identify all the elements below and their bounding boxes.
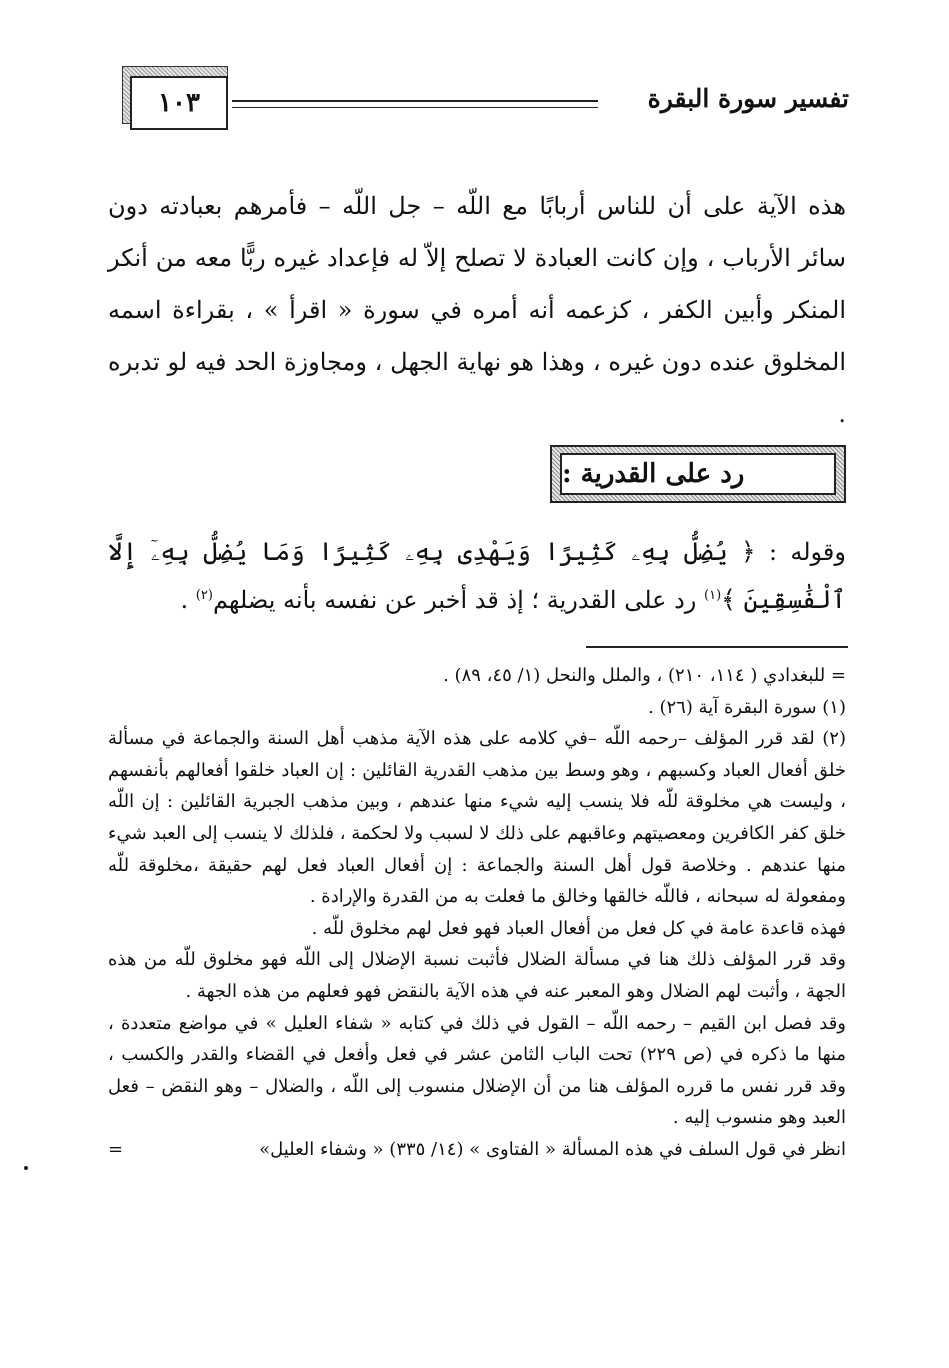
page-number: ١٠٣: [158, 88, 200, 118]
footnote-2-paragraph-4: وقد فصل ابن القيم – رحمه اللّه – القول في ذلك في كتابه « شفاء العليل » في مواضع متعددة ، منها ما ذكره في (ص ٢٢٩) تحت الباب الثامن عشر في فعل وأفعل في القضاء والقدر والكسب ، وقد قرر نفس ما قرره المؤلف هنا من أن الإضلال منسوب إلى اللّه ، والضلال – وهو النقض – فعل العبد وهو منسوب إليه .: [108, 1012, 846, 1129]
verse-open-bracket: ﴿: [741, 537, 756, 566]
verse-close-bracket: ﴾: [721, 585, 736, 614]
footnote-2-paragraph-3: وقد قرر المؤلف ذلك هنا في مسألة الضلال فأثبت نسبة الإضلال إلى اللّه فهو مخلوق للّه من هذه الجهة ، وأثبت لهم الضلال وهو المعبر عنه في هذه الآية بالنقض فهو فعلهم من هذه الجهة .: [108, 949, 846, 1002]
header-rule: [232, 100, 598, 108]
section-heading-frame: [550, 445, 846, 503]
footnote-2-paragraph-1: (٢) لقد قرر المؤلف –رحمه اللّه –في كلامه على هذه الآية مذهب أهل السنة والجماعة في مسألة خلق أفعال العباد وكسبهم ، وهو وسط بين مذهب القدرية القائلين : إن العباد خلقوا أفعالهم بأنفسهم ، وليست هي مخلوقة للّه فلا ينسب إليه شيء منها عندهم ، وبين مذهب الجبرية القائلين : إن اللّه خلق كفر الكافرين ومعصيتهم وعاقبهم على ذلك لا لسبب ولا لحكمة ، فلذلك لا ينسب إلى العبد شيء منها عندهم . وخلاصة قول أهل السنة والجماعة : إن أفعال العباد فعل لهم حقيقة ،مخلوقة للّه ومفعولة له سبحانه ، فاللّه خالقها وخالق ما فعلت به من القدرة والإرادة .: [108, 728, 846, 908]
footnote-continued: = للبغدادي ( ١١٤، ٢١٠) ، والملل والنحل (١/ ٤٥، ٨٩) .: [443, 665, 846, 686]
verse-intro: وقوله :: [768, 538, 846, 566]
quran-verse: يُضِلُّ بِهِۦ كَثِيرًا وَيَهْدِى بِهِۦ كَثِيرًا وَمَا يُضِلُّ بِهِۦٓ إِلَّا ٱلْفَٰسِقِينَ: [108, 537, 846, 614]
running-header-title: تفسير سورة البقرة: [647, 84, 849, 113]
page-number-box: [130, 76, 228, 130]
footnote-1: (١) سورة البقرة آية (٢٦) .: [648, 696, 846, 718]
footnotes: [108, 660, 846, 1166]
footnote-2-last-line: انظر في قول السلف في هذه المسألة « الفتاوى » (١٤/ ٣٣٥) « وشفاء العليل»: [259, 1138, 846, 1160]
verse-paragraph: [108, 528, 846, 624]
footnote-2-paragraph-5: [108, 1134, 846, 1166]
footnote-ref-1: (١): [704, 588, 722, 603]
footnote-separator: [586, 646, 848, 648]
continuation-mark: =: [108, 1138, 124, 1160]
scan-speck: [24, 1166, 28, 1170]
verse-commentary: رد على القدرية ؛ إذ قد أخبر عن نفسه بأنه يضلهم: [212, 586, 697, 614]
body-paragraph: هذه الآية على أن للناس أربابًا مع اللّه – جل اللّه – فأمرهم بعبادته دون سائر الأرباب ، وإن كانت العبادة لا تصلح إلاّ له فإعداد غيره ربًّا معه من أنكر المنكر وأبين الكفر ، كزعمه أنه أمره في سورة « اقرأ » ، بقراءة اسمه المخلوق عنده دون غيره ، وهذا هو نهاية الجهل ، ومجاوزة الحد فيه لو تدبره .: [108, 192, 846, 428]
section-heading: رد على القدرية :: [560, 453, 836, 495]
footnote-ref-2: (٢): [195, 588, 213, 603]
verse-end: .: [180, 586, 189, 614]
footnote-2-paragraph-2: فهذه قاعدة عامة في كل فعل من أفعال العباد فهو فعل لهم مخلوق للّه .: [311, 917, 846, 939]
